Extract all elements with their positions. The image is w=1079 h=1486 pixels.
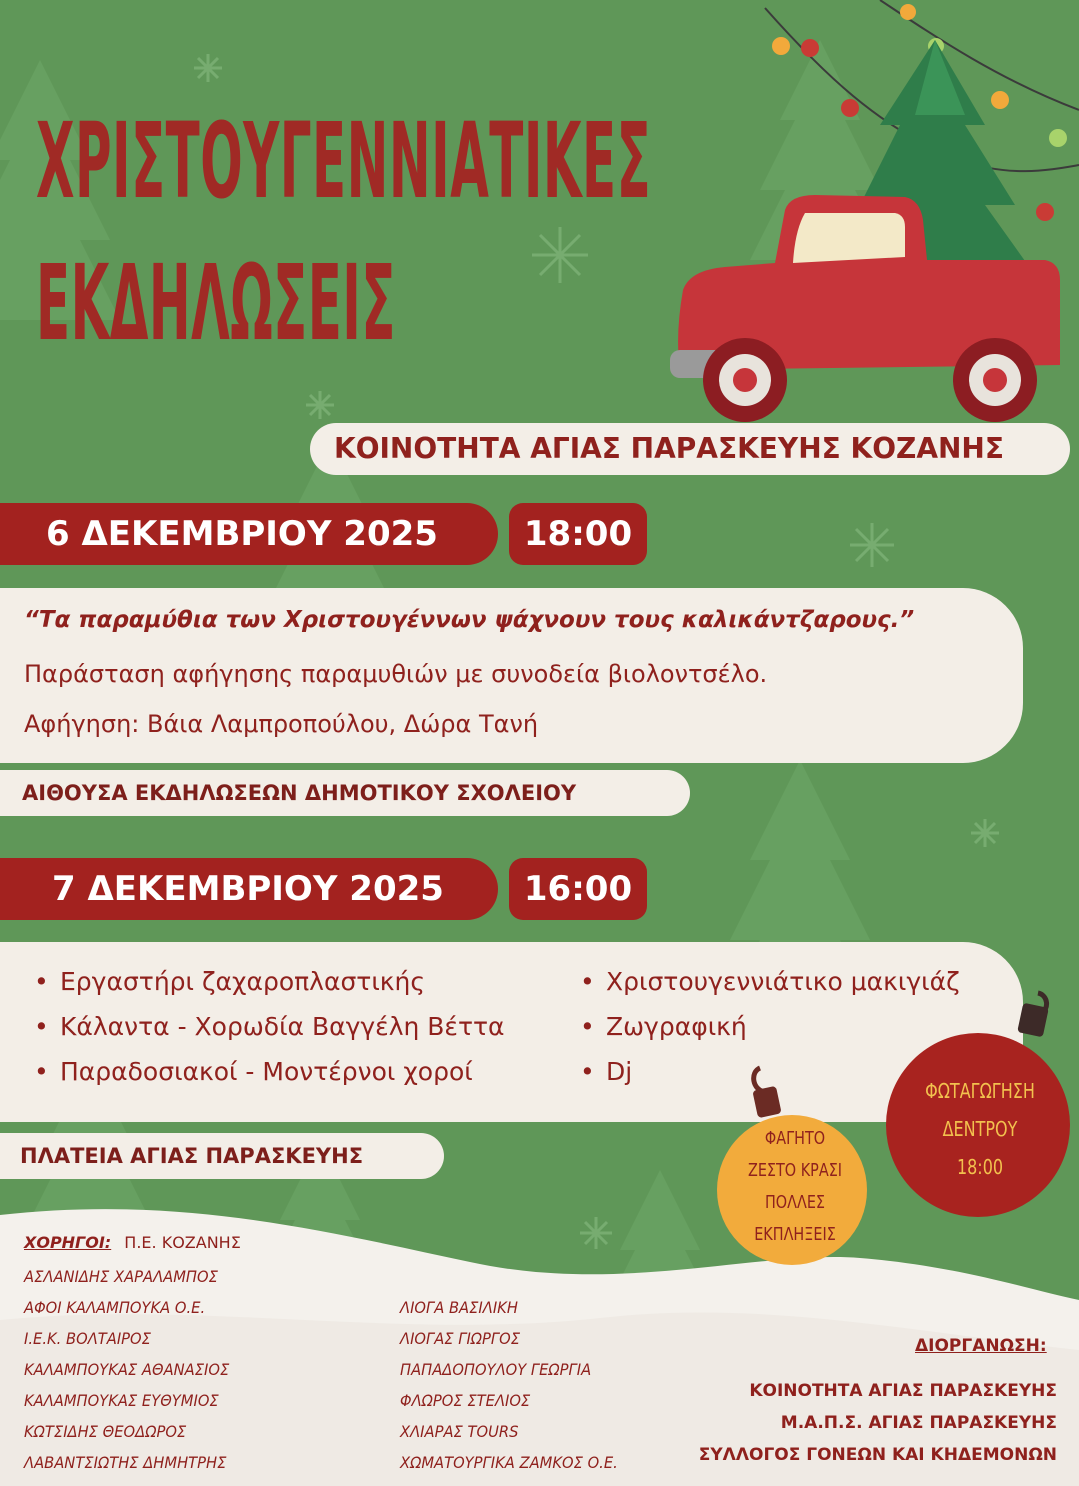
- sponsor-item: ΠΑΠΑΔΟΠΟΥΛΟΥ ΓΕΩΡΓΙΑ: [400, 1360, 592, 1379]
- sponsor-item: ΛΙΟΓΑ ΒΑΣΙΛΙΚΗ: [400, 1298, 518, 1317]
- red-ornament-text: ΦΩΤΑΓΩΓΗΣΗ ΔΕΝΤΡΟΥ 18:00: [925, 1079, 1035, 1179]
- activity-item: • Ζωγραφική: [580, 1012, 747, 1041]
- activity-item: • Dj: [580, 1057, 633, 1086]
- sponsor-item: ΧΛΙΑΡΑΣ TOURS: [400, 1422, 519, 1441]
- sponsor-item: ΑΣΛΑΝΙΔΗΣ ΧΑΡΑΛΑΜΠΟΣ: [24, 1267, 218, 1286]
- title-line-2: ΕΚΔΗΛΩΣΕΙΣ: [36, 242, 396, 364]
- title-line-1: ΧΡΙΣΤΟΥΓΕΝΝΙΑΤΙΚΕΣ: [36, 100, 652, 222]
- event1-narration: Αφήγηση: Βάια Λαμπροπούλου, Δώρα Τανή: [24, 710, 539, 738]
- event1-time: 18:00: [509, 503, 647, 565]
- activity-item: • Κάλαντα - Χορωδία Βαγγέλη Βέττα: [34, 1012, 505, 1041]
- yellow-ornament-text: ΦΑΓΗΤΟ ΖΕΣΤΟ ΚΡΑΣΙ ΠΟΛΛΕΣ ΕΚΠΛΗΞΕΙΣ: [747, 1128, 843, 1245]
- truck-with-tree-illustration: [665, 35, 1065, 425]
- sponsor-item: ΧΩΜΑΤΟΥΡΓΙΚΑ ΖΑΜΚΟΣ Ο.Ε.: [400, 1453, 618, 1472]
- sponsor-item: Π.Ε. ΚΟΖΑΝΗΣ: [124, 1233, 241, 1252]
- event2-date: 7 ΔΕΚΕΜΒΡΙΟΥ 2025: [0, 858, 498, 920]
- event1-description: Παράσταση αφήγησης παραμυθιών με συνοδεία βιολοντσέλο.: [24, 660, 768, 688]
- event2-venue: ΠΛΑΤΕΙΑ ΑΓΙΑΣ ΠΑΡΑΣΚΕΥΗΣ: [0, 1133, 444, 1179]
- organizer-item: ΚΟΙΝΟΤΗΤΑ ΑΓΙΑΣ ΠΑΡΑΣΚΕΥΗΣ: [749, 1381, 1057, 1401]
- sponsor-item: ΛΑΒΑΝΤΣΙΩΤΗΣ ΔΗΜΗΤΡΗΣ: [24, 1453, 227, 1472]
- sponsor-item: ΑΦΟΙ ΚΑΛΑΜΠΟΥΚΑ Ο.Ε.: [24, 1298, 206, 1317]
- light-bulb-icon: [900, 4, 916, 20]
- activity-item: • Παραδοσιακοί - Μοντέρνοι χοροί: [34, 1057, 473, 1086]
- sponsor-item: ΛΙΟΓΑΣ ΓΙΩΡΓΟΣ: [400, 1329, 521, 1348]
- event2-time: 16:00: [509, 858, 647, 920]
- sponsor-item: Ι.Ε.Κ. ΒΟΛΤΑΙΡΟΣ: [24, 1329, 151, 1348]
- organizers-heading: ΔΙΟΡΓΑΝΩΣΗ:: [915, 1336, 1047, 1356]
- activity-item: • Εργαστήρι ζαχαροπλαστικής: [34, 967, 426, 996]
- event1-quote: “Τα παραμύθια των Χριστουγέννων ψάχνουν τους καλικάντζαρους.”: [24, 607, 915, 633]
- event1-venue: ΑΙΘΟΥΣΑ ΕΚΔΗΛΩΣΕΩΝ ΔΗΜΟΤΙΚΟΥ ΣΧΟΛΕΙΟΥ: [0, 770, 690, 816]
- sponsor-item: ΦΛΩΡΟΣ ΣΤΕΛΙΟΣ: [400, 1391, 531, 1410]
- sponsor-item: ΚΑΛΑΜΠΟΥΚΑΣ ΑΘΑΝΑΣΙΟΣ: [24, 1360, 230, 1379]
- sponsors-label: ΧΟΡΗΓΟΙ:: [24, 1233, 112, 1252]
- sponsor-item: ΚΩΤΣΙΔΗΣ ΘΕΟΔΩΡΟΣ: [24, 1422, 187, 1441]
- sponsors-heading: [24, 1233, 241, 1252]
- event1-date: 6 ΔΕΚΕΜΒΡΙΟΥ 2025: [0, 503, 498, 565]
- activity-item: • Χριστουγεννιάτικο μακιγιάζ: [580, 967, 960, 996]
- community-banner: ΚΟΙΝΟΤΗΤΑ ΑΓΙΑΣ ΠΑΡΑΣΚΕΥΗΣ ΚΟΖΑΝΗΣ: [310, 423, 1070, 475]
- page-title: [36, 90, 652, 374]
- organizer-item: ΣΥΛΛΟΓΟΣ ΓΟΝΕΩΝ ΚΑΙ ΚΗΔΕΜΟΝΩΝ: [698, 1445, 1057, 1465]
- organizer-item: Μ.Α.Π.Σ. ΑΓΙΑΣ ΠΑΡΑΣΚΕΥΗΣ: [780, 1413, 1057, 1433]
- sponsor-item: ΚΑΛΑΜΠΟΥΚΑΣ ΕΥΘΥΜΙΟΣ: [24, 1391, 219, 1410]
